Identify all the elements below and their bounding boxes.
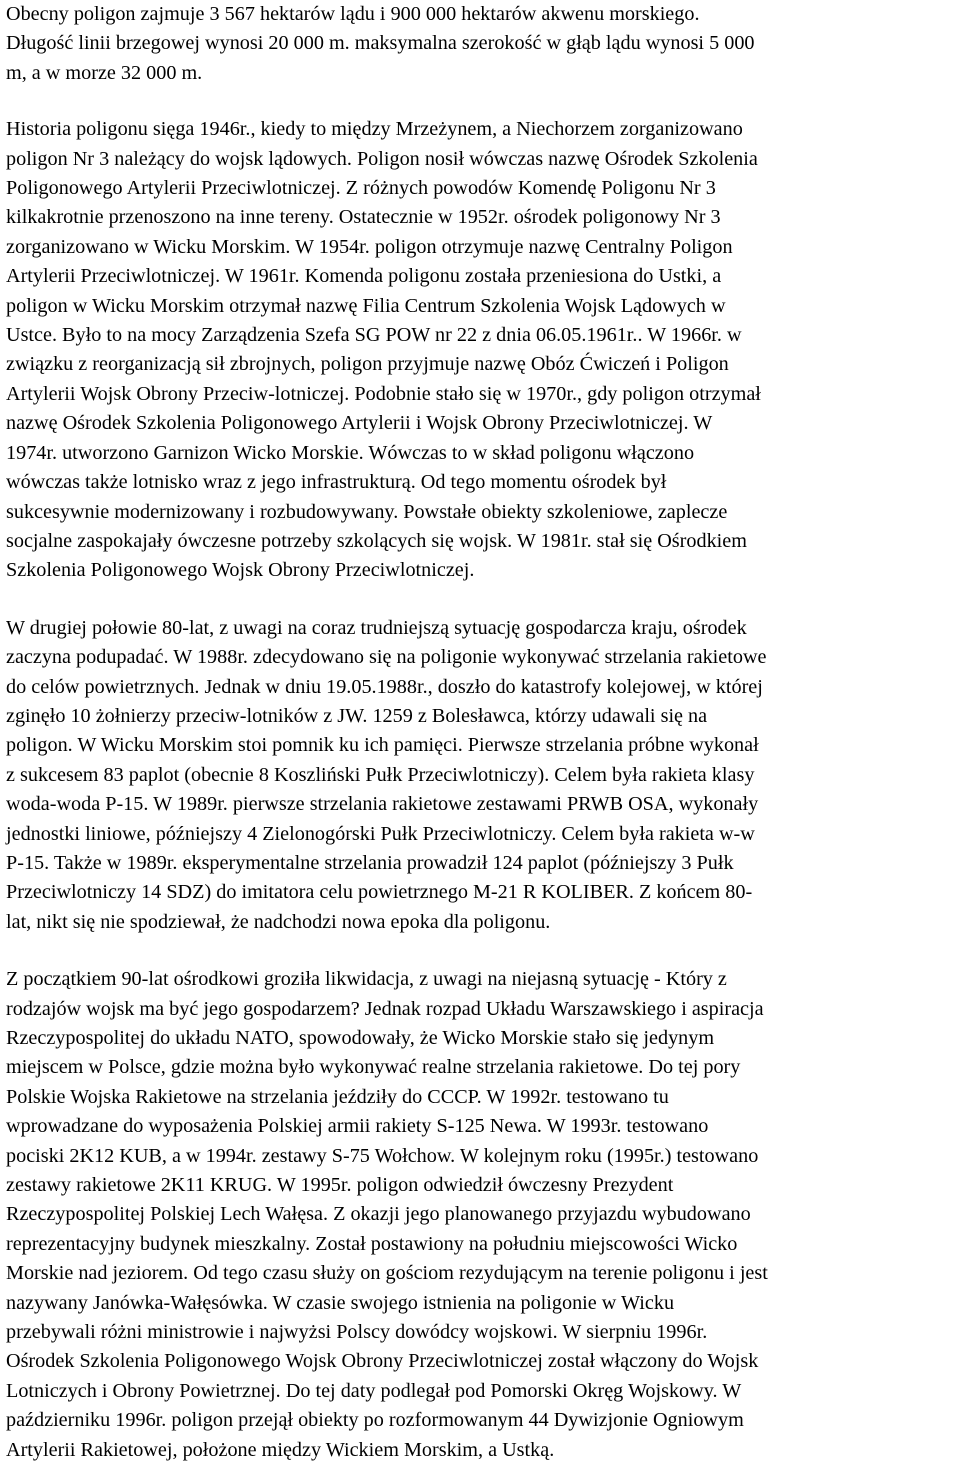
paragraph-spacer (6, 586, 954, 614)
paragraph-eighties: W drugiej połowie 80-lat, z uwagi na coraz trudniejszą sytuację gospodarcza kraju, ośrodek zaczyna podupadać. W 1988r. zdecydowano się na poligonie wykonywać strzelania rakietowe do celów powietrznych. Jednak w dniu 19.05.1988r., doszło do katastrofy kolejowej, w której zginęło 10 żołnierzy przeciw-lotników z JW. 1259 z Bolesławca, którzy udawali się na poligon. W Wicku Morskim stoi pomnik ku ich pamięci. Pierwsze strzelania próbne wykonał z sukcesem 83 paplot (obecnie 8 Koszliński Pułk Przeciwlotniczy). Celem była rakieta klasy woda-woda P-15. W 1989r. pierwsze strzelania rakietowe zestawami PRWB OSA, wykonały jednostki liniowe, późniejszy 4 Zielonogórski Pułk Przeciwlotniczy. Celem była rakieta w-w P-15. Także w 1989r. eksperymentalne strzelania prowadził 124 paplot (późniejszy 3 Pułk Przeciwlotniczy 14 SDZ) do imitatora celu powietrznego M-21 R KOLIBER. Z końcem 80- lat, nikt się nie spodziewał, że nadchodzi nowa epoka dla poligonu. (6, 616, 767, 933)
document-page (6, 0, 954, 1465)
paragraph-spacer (6, 88, 954, 115)
paragraph-spacer (6, 937, 954, 965)
paragraph-area-description: Obecny poligon zajmuje 3 567 hektarów lądu i 900 000 hektarów akwenu morskiego. Długość linii brzegowej wynosi 20 000 m. maksymalna szerokość w głąb lądu wynosi 5 000 m, a w morze 32 000 m. (6, 3, 755, 84)
paragraph-history: Historia poligonu sięga 1946r., kiedy to między Mrzeżynem, a Niechorzem zorganizowano poligon Nr 3 należący do wojsk lądowych. Poligon nosił wówczas nazwę Ośrodek Szkolenia Poligonowego Artylerii Przeciwlotniczej. Z różnych powodów Komendę Poligonu Nr 3 kilkakrotnie przenoszono na inne tereny. Ostatecznie w 1952r. ośrodek poligonowy Nr 3 zorganizowano w Wicku Morskim. W 1954r. poligon otrzymuje nazwę Centralny Poligon Artylerii Przeciwlotniczej. W 1961r. Komenda poligonu została przeniesiona do Ustki, a poligon w Wicku Morskim otrzymał nazwę Filia Centrum Szkolenia Wojsk Lądowych w Ustce. Było to na mocy Zarządzenia Szefa SG POW nr 22 z dnia 06.05.1961r.. W 1966r. w związku z reorganizacją sił zbrojnych, poligon przyjmuje nazwę Obóz Ćwiczeń i Poligon Artylerii Wojsk Obrony Przeciw-lotniczej. Podobnie stało się w 1970r., gdy poligon otrzymał nazwę Ośrodek Szkolenia Poligonowego Artylerii i Wojsk Obrony Przeciwlotniczej. W 1974r. utworzono Garnizon Wicko Morskie. Wówczas to w skład poligonu włączono wówczas także lotnisko wraz z jego infrastrukturą. Od tego momentu ośrodek był sukcesywnie modernizowany i rozbudowywany. Powstałe obiekty szkoleniowe, zaplecze socjalne zaspokajały ówczesne potrzeby szkolących się wojsk. W 1981r. stał się Ośrodkiem Szkolenia Poligonowego Wojsk Obrony Przeciwlotniczej. (6, 118, 761, 582)
paragraph-nineties: Z początkiem 90-lat ośrodkowi groziła likwidacja, z uwagi na niejasną sytuację - Który z rodzajów wojsk ma być jego gospodarzem? Jednak rozpad Układu Warszawskiego i aspiracja Rzeczypospolitej do układu NATO, spowodowały, że Wicko Morskie stało się jedynym miejscem w Polsce, gdzie można było wykonywać realne strzelania rakietowe. Do tej pory Polskie Wojska Rakietowe na strzelania jeździły do CCCP. W 1992r. testowano tu wprowadzane do wyposażenia Polskiej armii rakiety S-125 Newa. W 1993r. testowano pociski 2K12 KUB, a w 1994r. zestawy S-75 Wołchow. W kolejnym roku (1995r.) testowano zestawy rakietowe 2K11 KRUG. W 1995r. poligon odwiedził ówczesny Prezydent Rzeczypospolitej Polskiej Lech Wałęsa. Z okazji jego planowanego przyjazdu wybudowano reprezentacyjny budynek mieszkalny. Został postawiony na południu miejscowości Wicko Morskie nad jeziorem. Od tego czasu służy on gościom rezydującym na terenie poligonu i jest nazywany Janówka-Wałęsówka. W czasie swojego istnienia na poligonie w Wicku przebywali różni ministrowie i najwyżsi Polscy dowódcy wojskowi. W sierpniu 1996r. Ośrodek Szkolenia Poligonowego Wojsk Obrony Przeciwlotniczej został włączony do Wojsk Lotniczych i Obrony Powietrznej. Do tej daty podlegał pod Pomorski Okręg Wojskowy. W październiku 1996r. poligon przejął obiekty po rozformowanym 44 Dywizjonie Ogniowym Artylerii Rakietowej, położone między Wickiem Morskim, a Ustką. (6, 968, 768, 1461)
